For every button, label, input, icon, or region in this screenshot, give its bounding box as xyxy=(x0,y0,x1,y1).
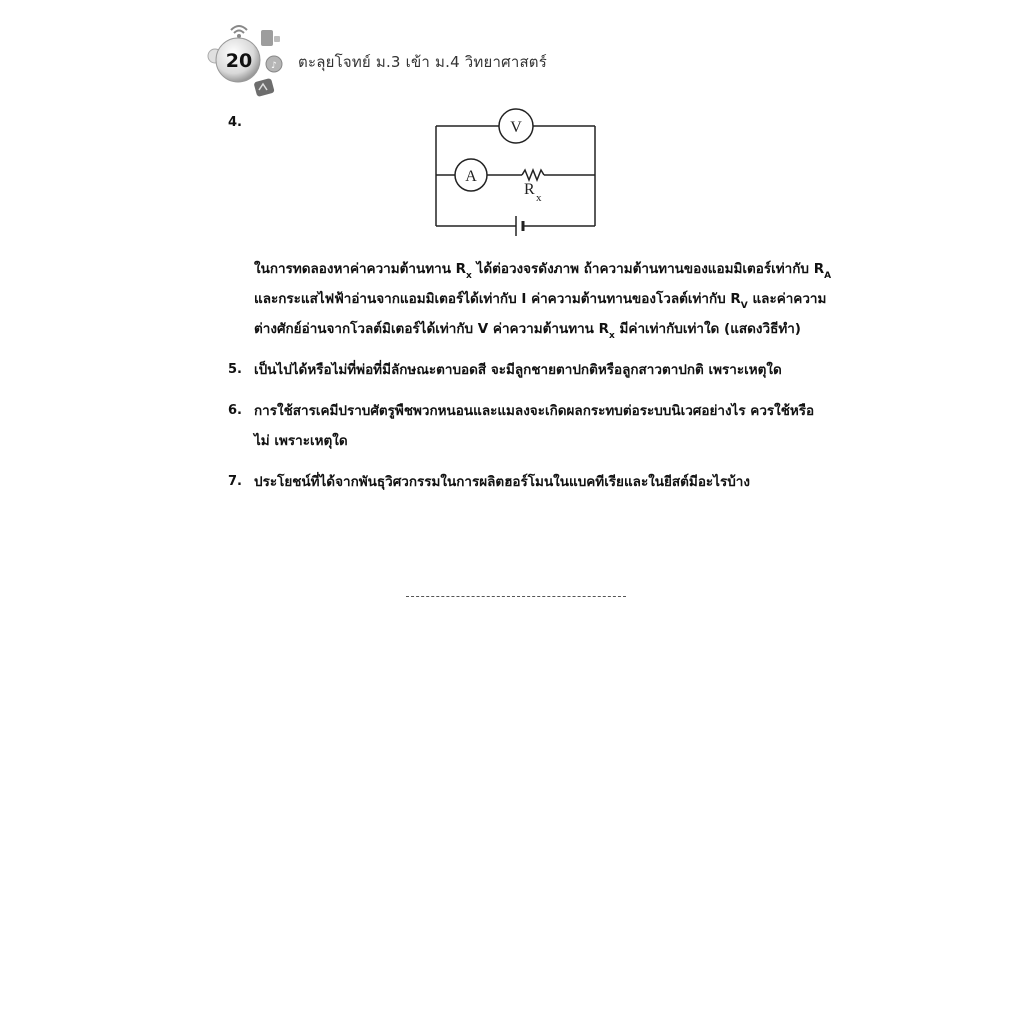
question-6-number: 6. xyxy=(228,403,242,418)
end-separator xyxy=(406,596,626,597)
question-7-text: ประโยชน์ที่ได้จากพันธุวิศวกรรมในการผลิตฮอร์โมนในแบคทีเรียและในยีสต์มีอะไรบ้าง xyxy=(254,474,750,490)
ammeter-label: A xyxy=(465,168,477,185)
question-4-line-3: ต่างศักย์อ่านจากโวลต์มิเตอร์ได้เท่ากับ V ค่าความต้านทาน $R_x$ มีค่าเท่ากับเท่าใด (แสดงวิธีทำ) xyxy=(254,321,801,341)
question-6-line-2: ไม่ เพราะเหตุใด xyxy=(254,433,348,449)
question-4-line-2: และกระแสไฟฟ้าอ่านจากแอมมิเตอร์ได้เท่ากับ I ค่าความต้านทานของโวลต์เท่ากับ $R_V$ และค่าความ xyxy=(254,291,827,311)
resistor-label-subscript: x xyxy=(536,192,542,204)
question-4-number: 4. xyxy=(228,115,242,130)
question-5-number: 5. xyxy=(228,362,242,377)
question-4-line-1: ในการทดลองหาค่าความต้านทาน $R_x$ ได้ต่อวงจรดังภาพ ถ้าความต้านทานของแอมมิเตอร์เท่ากับ $R_A$ xyxy=(254,261,832,281)
resistor-label: R xyxy=(524,181,535,198)
page-number: 20 xyxy=(225,50,253,72)
running-head: ตะลุยโจทย์ ม.3 เข้า ม.4 วิทยาศาสตร์ xyxy=(298,53,547,71)
question-7-number: 7. xyxy=(228,474,242,489)
resistor-symbol xyxy=(522,170,544,180)
chat-icon xyxy=(253,78,274,97)
question-6-line-1: การใช้สารเคมีปราบศัตรูพืชพวกหนอนและแมลงจะเกิดผลกระทบต่อระบบนิเวศอย่างไร ควรใช้หรือ xyxy=(254,403,815,419)
voltmeter-label: V xyxy=(510,119,522,136)
thumbs-up-icon xyxy=(261,30,273,46)
svg-text:♪: ♪ xyxy=(271,61,277,71)
circuit-diagram xyxy=(430,106,602,242)
wifi-icon xyxy=(231,26,247,30)
question-5-text: เป็นไปได้หรือไม่ที่พ่อที่มีลักษณะตาบอดสี จะมีลูกชายตาปกติหรือลูกสาวตาปกติ เพราะเหตุใด xyxy=(254,362,782,378)
